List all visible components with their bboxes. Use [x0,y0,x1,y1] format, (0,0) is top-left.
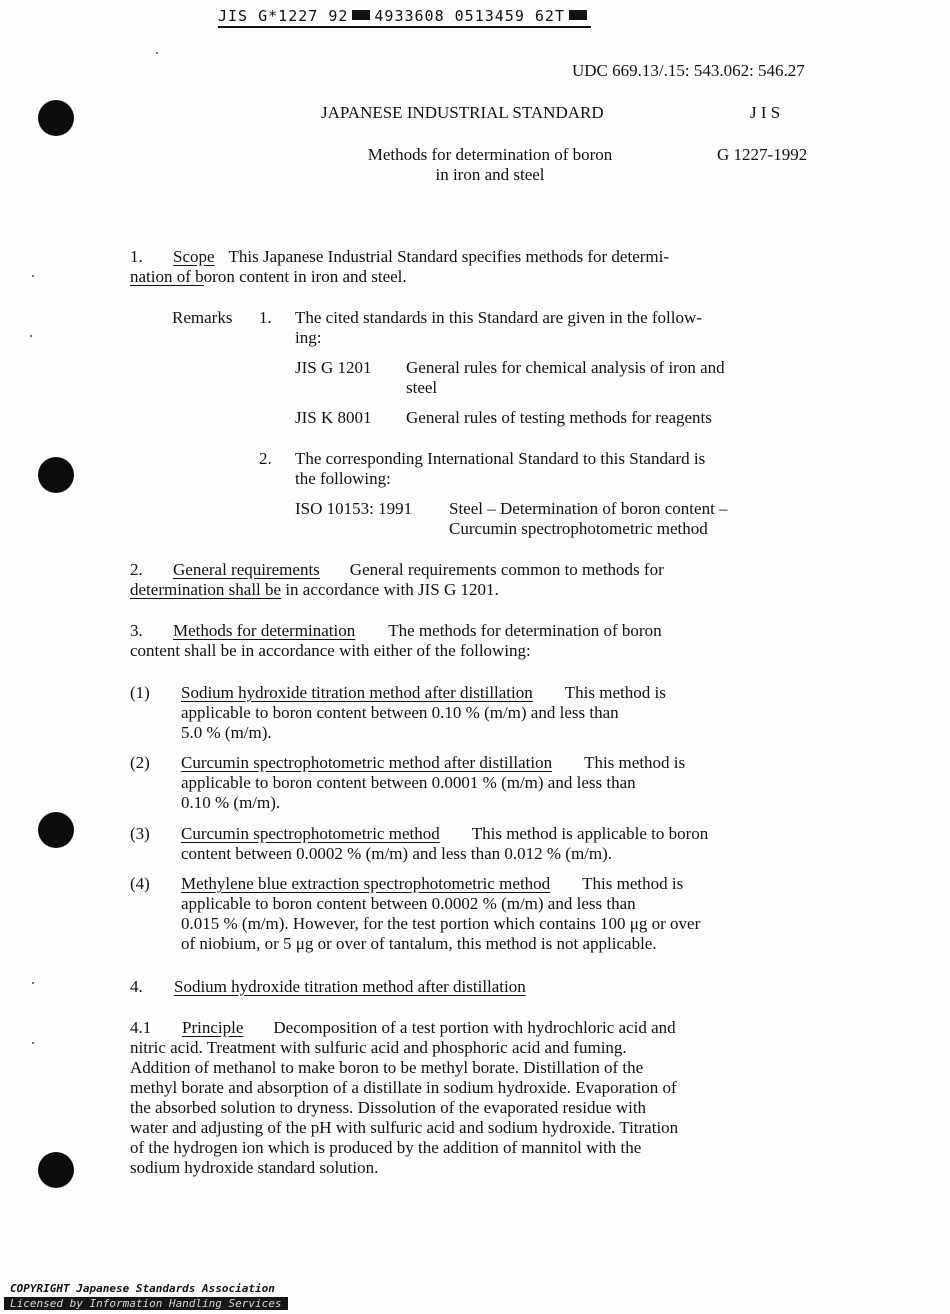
punch-hole [38,812,74,848]
remarks-label: Remarks [172,308,233,327]
method-text: This method is [582,874,684,893]
section-1-heading: Scope [173,247,215,266]
remark-1-text [295,308,702,348]
section-4 [130,977,526,997]
method-text: of niobium, or 5 μg or over of tantalum, this method is not applicable. [181,934,657,953]
ref-1-title [406,358,725,398]
remark-2-line2: the following: [295,469,391,488]
method-item [130,874,850,954]
footer-copyright: COPYRIGHT Japanese Standards Association [10,1282,275,1295]
method-title: Curcumin spectrophotometric method [181,824,440,843]
redaction-block-icon [352,10,370,20]
remark-2-number: 2. [259,449,272,468]
method-text: applicable to boron content between 0.0001 % (m/m) and less than [181,773,636,792]
section-3 [130,621,662,661]
method-title: Sodium hydroxide titration method after distillation [181,683,533,702]
method-number: (3) [130,824,150,843]
ref-1-code: JIS G 1201 [295,358,372,377]
section-2-heading: General requirements [173,560,320,579]
method-text: content between 0.0002 % (m/m) and less than 0.012 % (m/m). [181,844,613,863]
method-title: Curcumin spectrophotometric method after distillation [181,753,553,772]
iso-code: ISO 10153: 1991 [295,499,413,518]
remark-2-line1: The corresponding International Standard to this Standard is [295,449,706,468]
section-2-text-line2: in accordance with JIS G 1201. [281,580,499,599]
method-text: This method is applicable to boron [471,824,709,843]
method-text: applicable to boron content between 0.0002 % (m/m) and less than [181,894,636,913]
udc-code: UDC 669.13/.15: 543.062: 546.27 [572,61,805,80]
scan-speck [32,275,34,277]
remark-1-number: 1. [259,308,272,327]
section-3-number: 3. [130,621,143,640]
method-number: (1) [130,683,150,702]
section-2 [130,560,664,600]
section-4-1-heading: Principle [182,1018,244,1037]
method-text: 0.015 % (m/m). However, for the test portion which contains 100 μg or over [181,914,701,933]
method-text: This method is [564,683,666,702]
scan-speck [32,1042,34,1044]
method-title: Methylene blue extraction spectrophotometric method [181,874,551,893]
section-1-text-line2: oron content in iron and steel. [203,267,407,286]
remark-1-line2: ing: [295,328,322,347]
header-code-part2: 4933608 0513459 62T [374,7,565,25]
section-3-heading: Methods for determination [173,621,356,640]
ref-2-title: General rules of testing methods for reagents [406,408,712,427]
section-4-1-text: sodium hydroxide standard solution. [130,1158,379,1177]
section-4-1-text: nitric acid. Treatment with sulfuric acid and phosphoric acid and fuming. [130,1038,627,1057]
standard-title: JAPANESE INDUSTRIAL STANDARD [321,103,604,122]
punch-hole [38,100,74,136]
section-1-number: 1. [130,247,143,266]
remark-1-line1: The cited standards in this Standard are given in the follow- [295,308,702,327]
method-text: 0.10 % (m/m). [181,793,281,812]
ref-2-code: JIS K 8001 [295,408,372,427]
section-2-text-line1: General requirements common to methods for [349,560,664,579]
footer-license: Licensed by Information Handling Services [4,1297,288,1310]
header-code-part1: JIS G*1227 92 [218,7,349,25]
iso-title-line2: Curcumin spectrophotometric method [449,519,708,538]
remark-2-text [295,449,705,489]
document-title-line1: Methods for determination of boron [367,145,613,164]
section-1-text-line1: This Japanese Industrial Standard specifies methods for determi- [228,247,670,266]
section-4-1-number: 4.1 [130,1018,152,1037]
ref-1-title-line1: General rules for chemical analysis of iron and [406,358,725,377]
section-4-number: 4. [130,977,143,996]
section-2-text-line2-underlined: determination shall be [130,580,282,599]
scan-speck [30,335,32,337]
iso-title [449,499,728,539]
section-4-1-text: of the hydrogen ion which is produced by the addition of mannitol with the [130,1138,642,1157]
method-text: 5.0 % (m/m). [181,723,272,742]
section-4-1 [130,1018,678,1178]
punch-hole [38,1152,74,1188]
section-4-1-text: methyl borate and absorption of a distillate in sodium hydroxide. Evaporation of [130,1078,677,1097]
header-code [218,7,591,28]
punch-hole [38,457,74,493]
jis-mark: J I S [750,103,781,122]
method-item [130,824,850,864]
ref-1-title-line2: steel [406,378,438,397]
document-title [300,145,680,185]
scan-speck [32,982,34,984]
method-item [130,753,850,813]
section-4-1-text: the absorbed solution to dryness. Dissolution of the evaporated residue with [130,1098,647,1117]
method-number: (4) [130,874,150,893]
standard-number: G 1227-1992 [717,145,808,164]
section-4-1-text: Addition of methanol to make boron to be methyl borate. Distillation of the [130,1058,644,1077]
section-2-number: 2. [130,560,143,579]
method-text: applicable to boron content between 0.10 % (m/m) and less than [181,703,619,722]
method-number: (2) [130,753,150,772]
section-4-1-text: water and adjusting of the pH with sulfuric acid and sodium hydroxide. Titration [130,1118,679,1137]
section-4-1-text: Decomposition of a test portion with hydrochloric acid and [273,1018,676,1037]
section-1 [130,247,669,287]
iso-title-line1: Steel – Determination of boron content – [449,499,728,518]
document-title-line2: in iron and steel [435,165,545,184]
section-3-text-line2: content shall be in accordance with either of the following: [130,641,531,660]
scan-speck [156,52,158,54]
section-4-heading: Sodium hydroxide titration method after distillation [174,977,526,996]
method-item [130,683,850,743]
section-1-text-line2-underlined: nation of b [130,267,204,286]
section-3-text-line1: The methods for determination of boron [388,621,662,640]
redaction-block-icon [569,10,587,20]
method-text: This method is [584,753,686,772]
